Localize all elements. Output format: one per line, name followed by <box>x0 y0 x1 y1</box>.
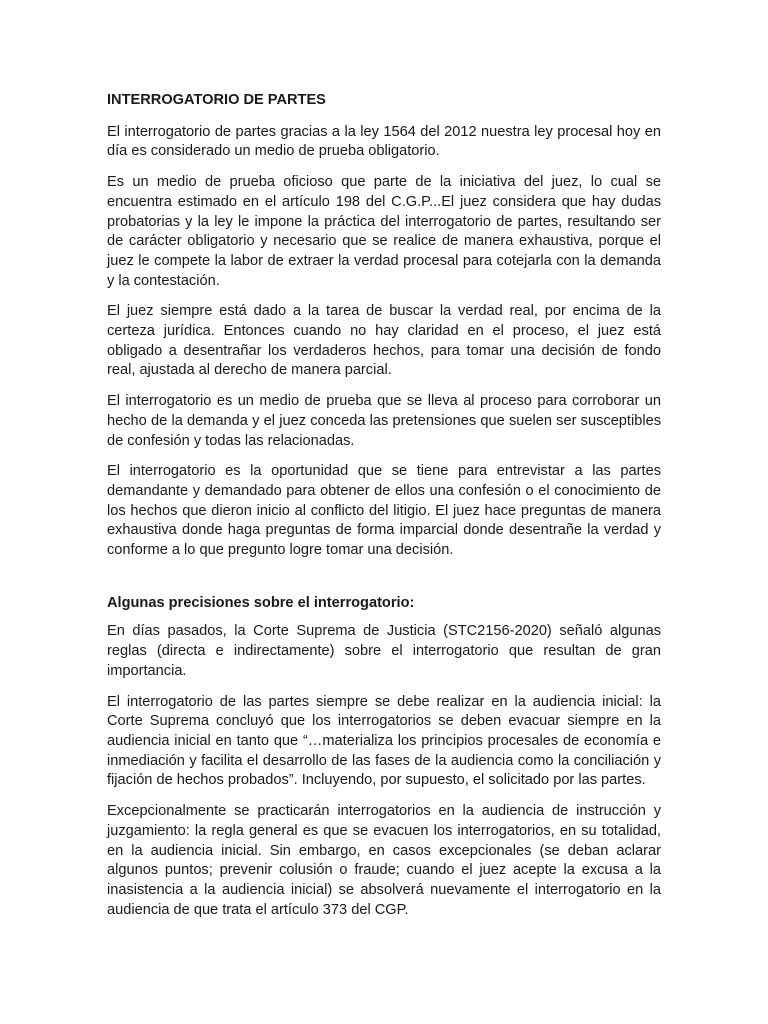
paragraph: El interrogatorio es un medio de prueba que se lleva al proceso para corroborar un hecho de la demanda y el juez conceda las pretensiones que suelen ser susceptibles de confesión y todas las relacionadas. <box>107 393 661 449</box>
section-spacer <box>107 572 661 594</box>
paragraph: Excepcionalmente se practicarán interrogatorios en la audiencia de instrucción y juzgamiento: la regla general es que se evacuen los interrogatorios, en su totalidad, en la audiencia inicial. Sin embargo, en casos excepcionales (se deban aclarar algunos puntos; prevenir colusión o fraude; cuando el juez acepte la excusa a la inasistencia a la audiencia inicial) se absolverá nuevamente el interrogatorio en la audiencia de que trata el artículo 373 del CGP. <box>107 803 661 918</box>
section-subtitle: Algunas precisiones sobre el interrogatorio: <box>107 594 415 611</box>
document-page <box>107 91 661 931</box>
paragraph: El interrogatorio de las partes siempre se debe realizar en la audiencia inicial: la Corte Suprema concluyó que los interrogatorios se deben evacuar siempre en la audiencia inicial en tanto que “…materializa los principios procesales de economía e inmediación y facilita el desarrollo de las fases de la audiencia como la conciliación y fijación de hechos probados”. Incluyendo, por supuesto, el solicitado por las partes. <box>107 693 661 789</box>
paragraph: En días pasados, la Corte Suprema de Justicia (STC2156-2020) señaló algunas reglas (directa e indirectamente) sobre el interrogatorio que resultan de gran importancia. <box>107 623 661 679</box>
paragraph: El juez siempre está dado a la tarea de buscar la verdad real, por encima de la certeza jurídica. Entonces cuando no hay claridad en el proceso, el juez está obligado a desentrañar los verdaderos hechos, para tomar una decisión de fondo real, ajustada al derecho de manera parcial. <box>107 303 661 379</box>
paragraph: El interrogatorio de partes gracias a la ley 1564 del 2012 nuestra ley procesal hoy en día es considerado un medio de prueba obligatorio. <box>107 123 661 160</box>
paragraph: Es un medio de prueba oficioso que parte de la iniciativa del juez, lo cual se encuentra estimado en el artículo 198 del C.G.P...El juez considera que hay dudas probatorias y la ley le impone la práctica del interrogatorio de partes, resultando ser de carácter obligatorio y necesario que se realice de manera exhaustiva, porque el juez le compete la labor de extraer la verdad procesal para cotejarla con la demanda y la contestación. <box>107 174 661 289</box>
paragraph: El interrogatorio es la oportunidad que se tiene para entrevistar a las partes demandante y demandado para obtener de ellos una confesión o el conocimiento de los hechos que dieron inicio al conflicto del litigio. El juez hace preguntas de manera exhaustiva donde haga preguntas de forma imparcial donde desentrañe la verdad y conforme a lo que pregunto logre tomar una decisión. <box>107 463 661 559</box>
document-title: INTERROGATORIO DE PARTES <box>107 92 326 108</box>
